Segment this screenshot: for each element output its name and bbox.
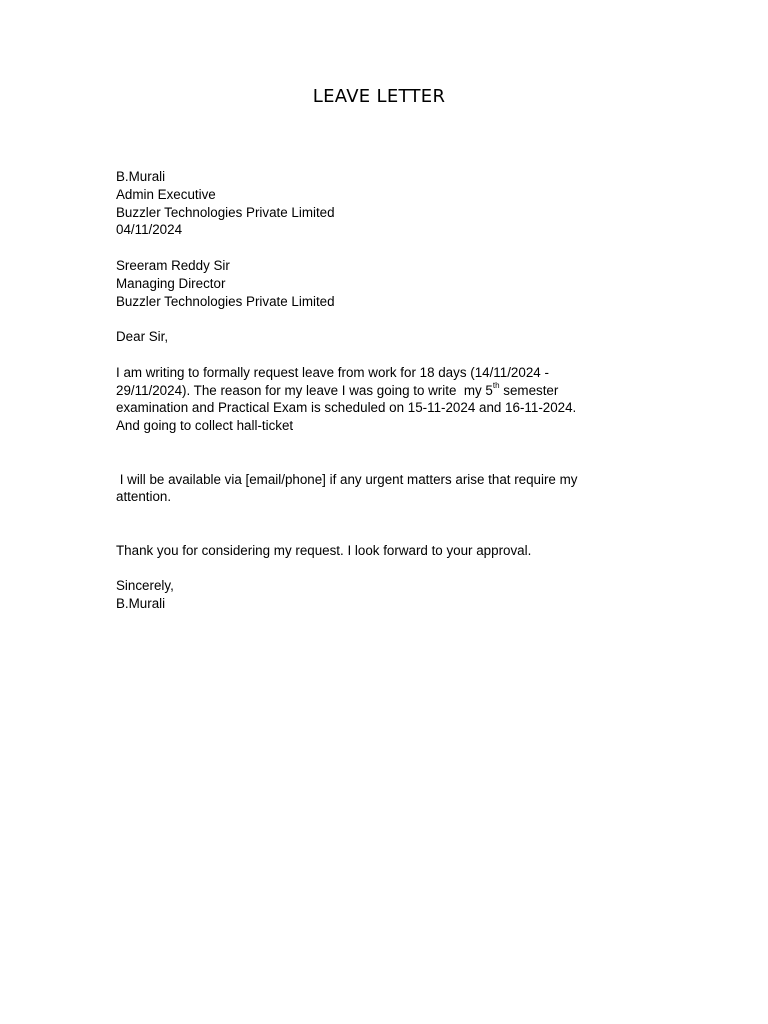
spacer: [116, 310, 636, 328]
paragraph-thanks: Thank you for considering my request. I look forward to your approval.: [116, 542, 532, 558]
paragraph-line: I will be available via [email/phone] if any urgent matters arise that require my: [116, 471, 578, 487]
signature-name: B.Murali: [116, 596, 166, 612]
spacer: [116, 435, 636, 471]
spacer: [116, 560, 636, 578]
letter-date: 04/11/2024: [116, 222, 183, 238]
paragraph-line: I am writing to formally request leave from work for 18 days (14/11/2024 -: [116, 364, 549, 380]
paragraph-availability: [116, 471, 636, 507]
paragraph-request: [116, 364, 636, 435]
paragraph-line: [116, 382, 636, 400]
recipient-designation: Managing Director: [116, 275, 226, 291]
spacer: [116, 346, 636, 364]
paragraph-text: semester: [499, 382, 559, 398]
recipient-company: Buzzler Technologies Private Limited: [116, 293, 335, 309]
paragraph-text: 29/11/2024). The reason for my leave I was going to write my 5: [116, 382, 493, 398]
letter-body: [116, 168, 636, 613]
recipient-name: Sreeram Reddy Sir: [116, 257, 230, 273]
sender-block: [116, 168, 636, 239]
paragraph-line: And going to collect hall-ticket: [116, 418, 294, 434]
paragraph-line: examination and Practical Exam is scheduled on 15-11-2024 and 16-11-2024.: [116, 400, 577, 416]
ordinal-suffix: th: [492, 381, 500, 391]
spacer: [116, 239, 636, 257]
sender-designation: Admin Executive: [116, 186, 216, 202]
paragraph-line: attention.: [116, 489, 172, 505]
salutation: Dear Sir,: [116, 329, 169, 345]
sender-company: Buzzler Technologies Private Limited: [116, 204, 335, 220]
document-title: LEAVE LETTER: [312, 86, 446, 107]
closing: Sincerely,: [116, 578, 174, 594]
recipient-block: [116, 257, 636, 310]
sender-name: B.Murali: [116, 169, 166, 184]
spacer: [116, 506, 636, 542]
